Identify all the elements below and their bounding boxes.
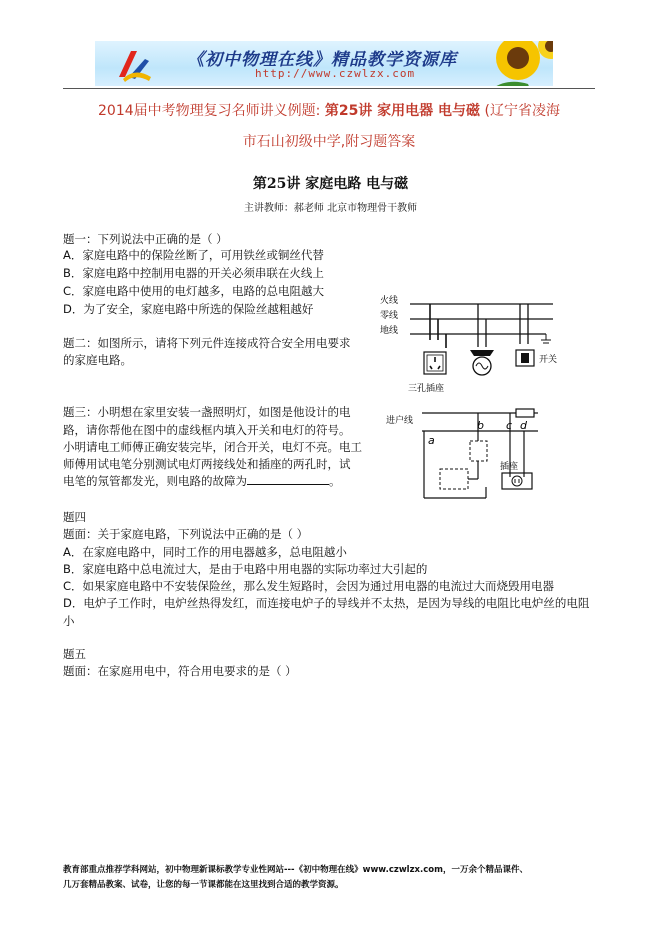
doc-title-bold: 第25讲 家用电器 电与磁 <box>324 103 481 119</box>
doc-title-suffix: (辽宁省凌海 <box>484 103 560 119</box>
q4-option-b: B．家庭电路中总电流过大，是由于电路中用电器的实际功率过大引起的 <box>63 562 428 576</box>
circuit-figure <box>378 403 578 503</box>
site-logo-icon <box>115 47 153 83</box>
q3-last-suffix: 。 <box>329 474 341 488</box>
doc-title-prefix: 2014届中考物理复习名师讲义例题 <box>98 103 316 119</box>
q4-option-a: A．在家庭电路中，同时工作的用电器越多，总电阻越小 <box>63 545 347 559</box>
q1-option-b: B．家庭电路中控制用电器的开关必须串联在火线上 <box>63 266 324 280</box>
q3-line4: 师傅用试电笔分别测试电灯两接线处和插座的两孔时，试 <box>63 457 351 471</box>
q3-line1: 题三：小明想在家里安装一盏照明灯，如图是他设计的电 <box>63 405 351 419</box>
point-a-label: a <box>428 434 435 447</box>
live-wire-label: 火线 <box>380 296 399 306</box>
q1-option-a: A．家庭电路中的保险丝断了，可用铁丝或铜丝代替 <box>63 248 324 262</box>
dashed-box-lower <box>440 469 468 489</box>
banner-title: 《初中物理在线》精品教学资源库 <box>187 50 457 70</box>
q1-option-c: C．家庭电路中使用的电灯越多，电路的总电阻越大 <box>63 284 325 298</box>
dashed-box-upper <box>470 441 487 461</box>
inlet-label: 进户线 <box>386 416 414 426</box>
switch-icon <box>516 350 534 366</box>
site-banner <box>95 41 553 86</box>
q4-stem: 题面：关于家庭电路，下列说法中正确的是（ ） <box>63 527 309 541</box>
neutral-wire-label: 零线 <box>380 311 399 321</box>
ground-wire-label: 地线 <box>380 326 399 336</box>
light-bulb-icon <box>470 350 494 375</box>
socket-label: 三孔插座 <box>408 384 445 394</box>
answer-blank[interactable] <box>247 472 329 485</box>
point-d-label: d <box>520 419 527 432</box>
point-c-label: c <box>506 419 513 432</box>
q2-line2: 的家庭电路。 <box>63 353 132 367</box>
page-footer <box>63 863 623 893</box>
q3-last-prefix: 电笔的氖管都发光，则电路的故障为 <box>63 474 247 488</box>
sunflower-icon <box>473 41 553 86</box>
q4-option-d: D．电炉子工作时，电炉丝热得发红，而连接电炉子的导线并不太热，是因为导线的电阻比电炉丝的电阻小 <box>63 596 590 628</box>
q4-label: 题四 <box>63 510 86 524</box>
teacher-line: 主讲教师：郝老师 北京市物理骨干教师 <box>243 203 418 214</box>
fuse-icon <box>516 409 534 417</box>
footer-line2: 几万套精品教案、试卷，让您的每一节课都能在这里找到合适的教学资源。 <box>63 880 344 890</box>
wiring-figure <box>378 292 578 400</box>
q4-option-c: C．如果家庭电路中不安装保险丝，那么发生短路时，会因为通过用电器的电流过大而烧毁用电器 <box>63 579 555 593</box>
q2-line1: 题二：如图所示，请将下列元件连接成符合安全用电要求 <box>63 336 351 350</box>
footer-line1: 教育部重点推荐学科网站，初中物理新课标教学专业性网站---《初中物理在线》www.czwlzx.com，一万余个精品课件、 <box>63 865 528 875</box>
switch-label: 开关 <box>539 355 558 365</box>
q1-stem: 题一：下列说法中正确的是（ ） <box>63 232 228 246</box>
three-hole-socket-icon <box>424 352 446 374</box>
lesson-title: 第25讲 家庭电路 电与磁 <box>252 176 409 192</box>
doc-title-line2: 市石山初级中学,附习题答案 <box>242 134 416 150</box>
banner-url[interactable]: http://www.czwlzx.com <box>255 67 416 80</box>
q1-option-d: D．为了安全，家庭电路中所选的保险丝越粗越好 <box>63 302 314 316</box>
q3-line2: 路，请你帮他在图中的虚线框内填入开关和电灯的符号。 <box>63 423 351 437</box>
socket-icon <box>502 473 532 489</box>
q3-line5 <box>63 472 341 490</box>
q3-line3: 小明请电工师傅正确安装完毕，闭合开关，电灯不亮。电工 <box>63 440 362 454</box>
q5-stem: 题面：在家庭用电中，符合用电要求的是（ ） <box>63 664 297 678</box>
q5-label: 题五 <box>63 647 86 661</box>
point-b-label: b <box>477 419 484 432</box>
header-rule <box>63 88 595 89</box>
circuit-socket-label: 插座 <box>500 462 519 472</box>
document-title: 2014届中考物理复习名师讲义例题: 第25讲 家用电器 电与磁 (辽宁省凌海 市石山初级中学,附习题答案 <box>63 96 595 158</box>
